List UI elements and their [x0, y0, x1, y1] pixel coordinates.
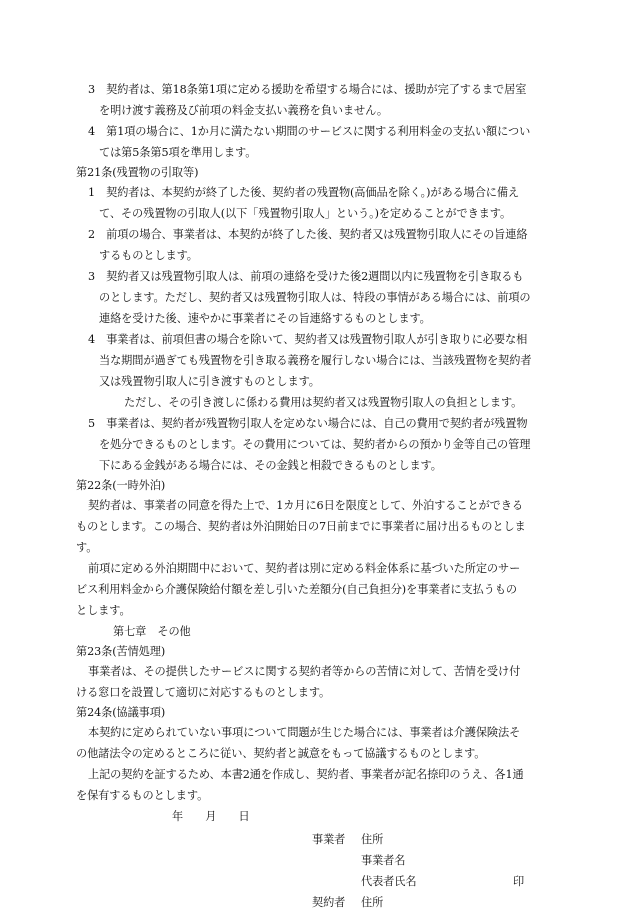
text-line: 5 事業者は、契約者が残置物引取人を定めない場合には、自己の費用で契約者が残置物	[88, 417, 528, 430]
text-line: 事業者は、その提供したサービスに関する契約者等からの苦情に対して、苦情を受け付	[88, 665, 521, 678]
contractor-address-label: 住所	[361, 896, 384, 909]
seal-label: 印	[513, 875, 525, 888]
text-line: 4 第1項の場合に、1か月に満たない期間のサービスに関する利用料金の支払い額につい	[88, 125, 531, 138]
text-line: ものとします。この場合、契約者は外泊開始日の7日前までに事業者に届け出るものとしま	[76, 520, 526, 533]
contractor-label: 契約者	[312, 896, 346, 909]
section-heading: 第24条(協議事項)	[76, 706, 166, 719]
section-heading: 第21条(残置物の引取等)	[76, 166, 199, 179]
text-line: 前項に定める外泊期間中において、契約者は別に定める料金体系に基づいた所定のサー	[88, 562, 521, 575]
text-line: ビス利用料金から介護保険給付額を差し引いた差額分(自己負担分)を事業者に支払うもの	[76, 583, 517, 596]
section-heading: 第23条(苦情処理)	[76, 645, 166, 658]
text-line: 3 契約者は、第18条第1項に定める援助を希望する場合には、援助が完了するまで居室	[88, 83, 527, 96]
text-line: のとします。ただし、契約者又は残置物引取人は、特段の事情がある場合には、前項の	[99, 291, 531, 304]
text-line: 下にある金銭がある場合には、その金銭と相殺できるものとします。	[99, 459, 442, 472]
text-line: 1 契約者は、本契約が終了した後、契約者の残置物(高価品を除く。)がある場合に備え	[88, 186, 520, 199]
provider-label: 事業者	[312, 833, 346, 846]
text-line: ける窓口を設置して適切に対応するものとします。	[76, 686, 331, 699]
text-line: の他諸法令の定めるところに従い、契約者と誠意をもって協議するものとします。	[76, 747, 486, 760]
representative-label: 代表者氏名	[361, 875, 417, 888]
text-line: 又は残置物引取人に引き渡すものとします。	[99, 375, 320, 388]
text-line: 本契約に定められていない事項について問題が生じた場合には、事業者は介護保険法そ	[88, 726, 521, 739]
text-line: 契約者は、事業者の同意を得た上で、1カ月に6日を限度として、外泊することができる	[88, 499, 523, 512]
text-line: 連絡を受けた後、速やかに事業者にその旨連絡するものとします。	[99, 312, 431, 325]
text-line: て、その残置物の引取人(以下「残置物引取人」という。)を定めることができます。	[99, 207, 512, 220]
text-line: 4 事業者は、前項但書の場合を除いて、契約者又は残置物引取人が引き取りに必要な相	[88, 333, 528, 346]
text-line: ただし、その引き渡しに係わる費用は契約者又は残置物引取人の負担とします。	[124, 396, 523, 409]
date-line: 年 月 日	[172, 810, 250, 823]
provider-name-label: 事業者名	[361, 854, 406, 867]
chapter-heading: 第七章 その他	[113, 625, 191, 638]
provider-address-label: 住所	[361, 833, 384, 846]
text-line: 3 契約者又は残置物引取人は、前項の連絡を受けた後2週間以内に残置物を引き取るも	[88, 270, 524, 283]
text-line: 2 前項の場合、事業者は、本契約が終了した後、契約者又は残置物引取人にその旨連絡	[88, 228, 528, 241]
text-line: を保有するものとします。	[76, 789, 209, 802]
text-line: を明け渡す義務及び前項の料金支払い義務を負いません。	[99, 104, 388, 117]
text-line: するものとします。	[99, 249, 198, 262]
text-line: す。	[76, 541, 98, 554]
text-line: 当な期間が過ぎても残置物を引き取る義務を履行しない場合には、当該残置物を契約者	[99, 354, 532, 367]
text-line: とします。	[76, 604, 131, 617]
text-line: 上記の契約を証するため、本書2通を作成し、契約者、事業者が記名捺印のうえ、各1通	[88, 768, 524, 781]
section-heading: 第22条(一時外泊)	[76, 479, 166, 492]
text-line: を処分できるものとします。その費用については、契約者からの預かり金等自己の管理	[99, 438, 531, 451]
text-line: ては第5条第5項を準用します。	[99, 146, 257, 159]
